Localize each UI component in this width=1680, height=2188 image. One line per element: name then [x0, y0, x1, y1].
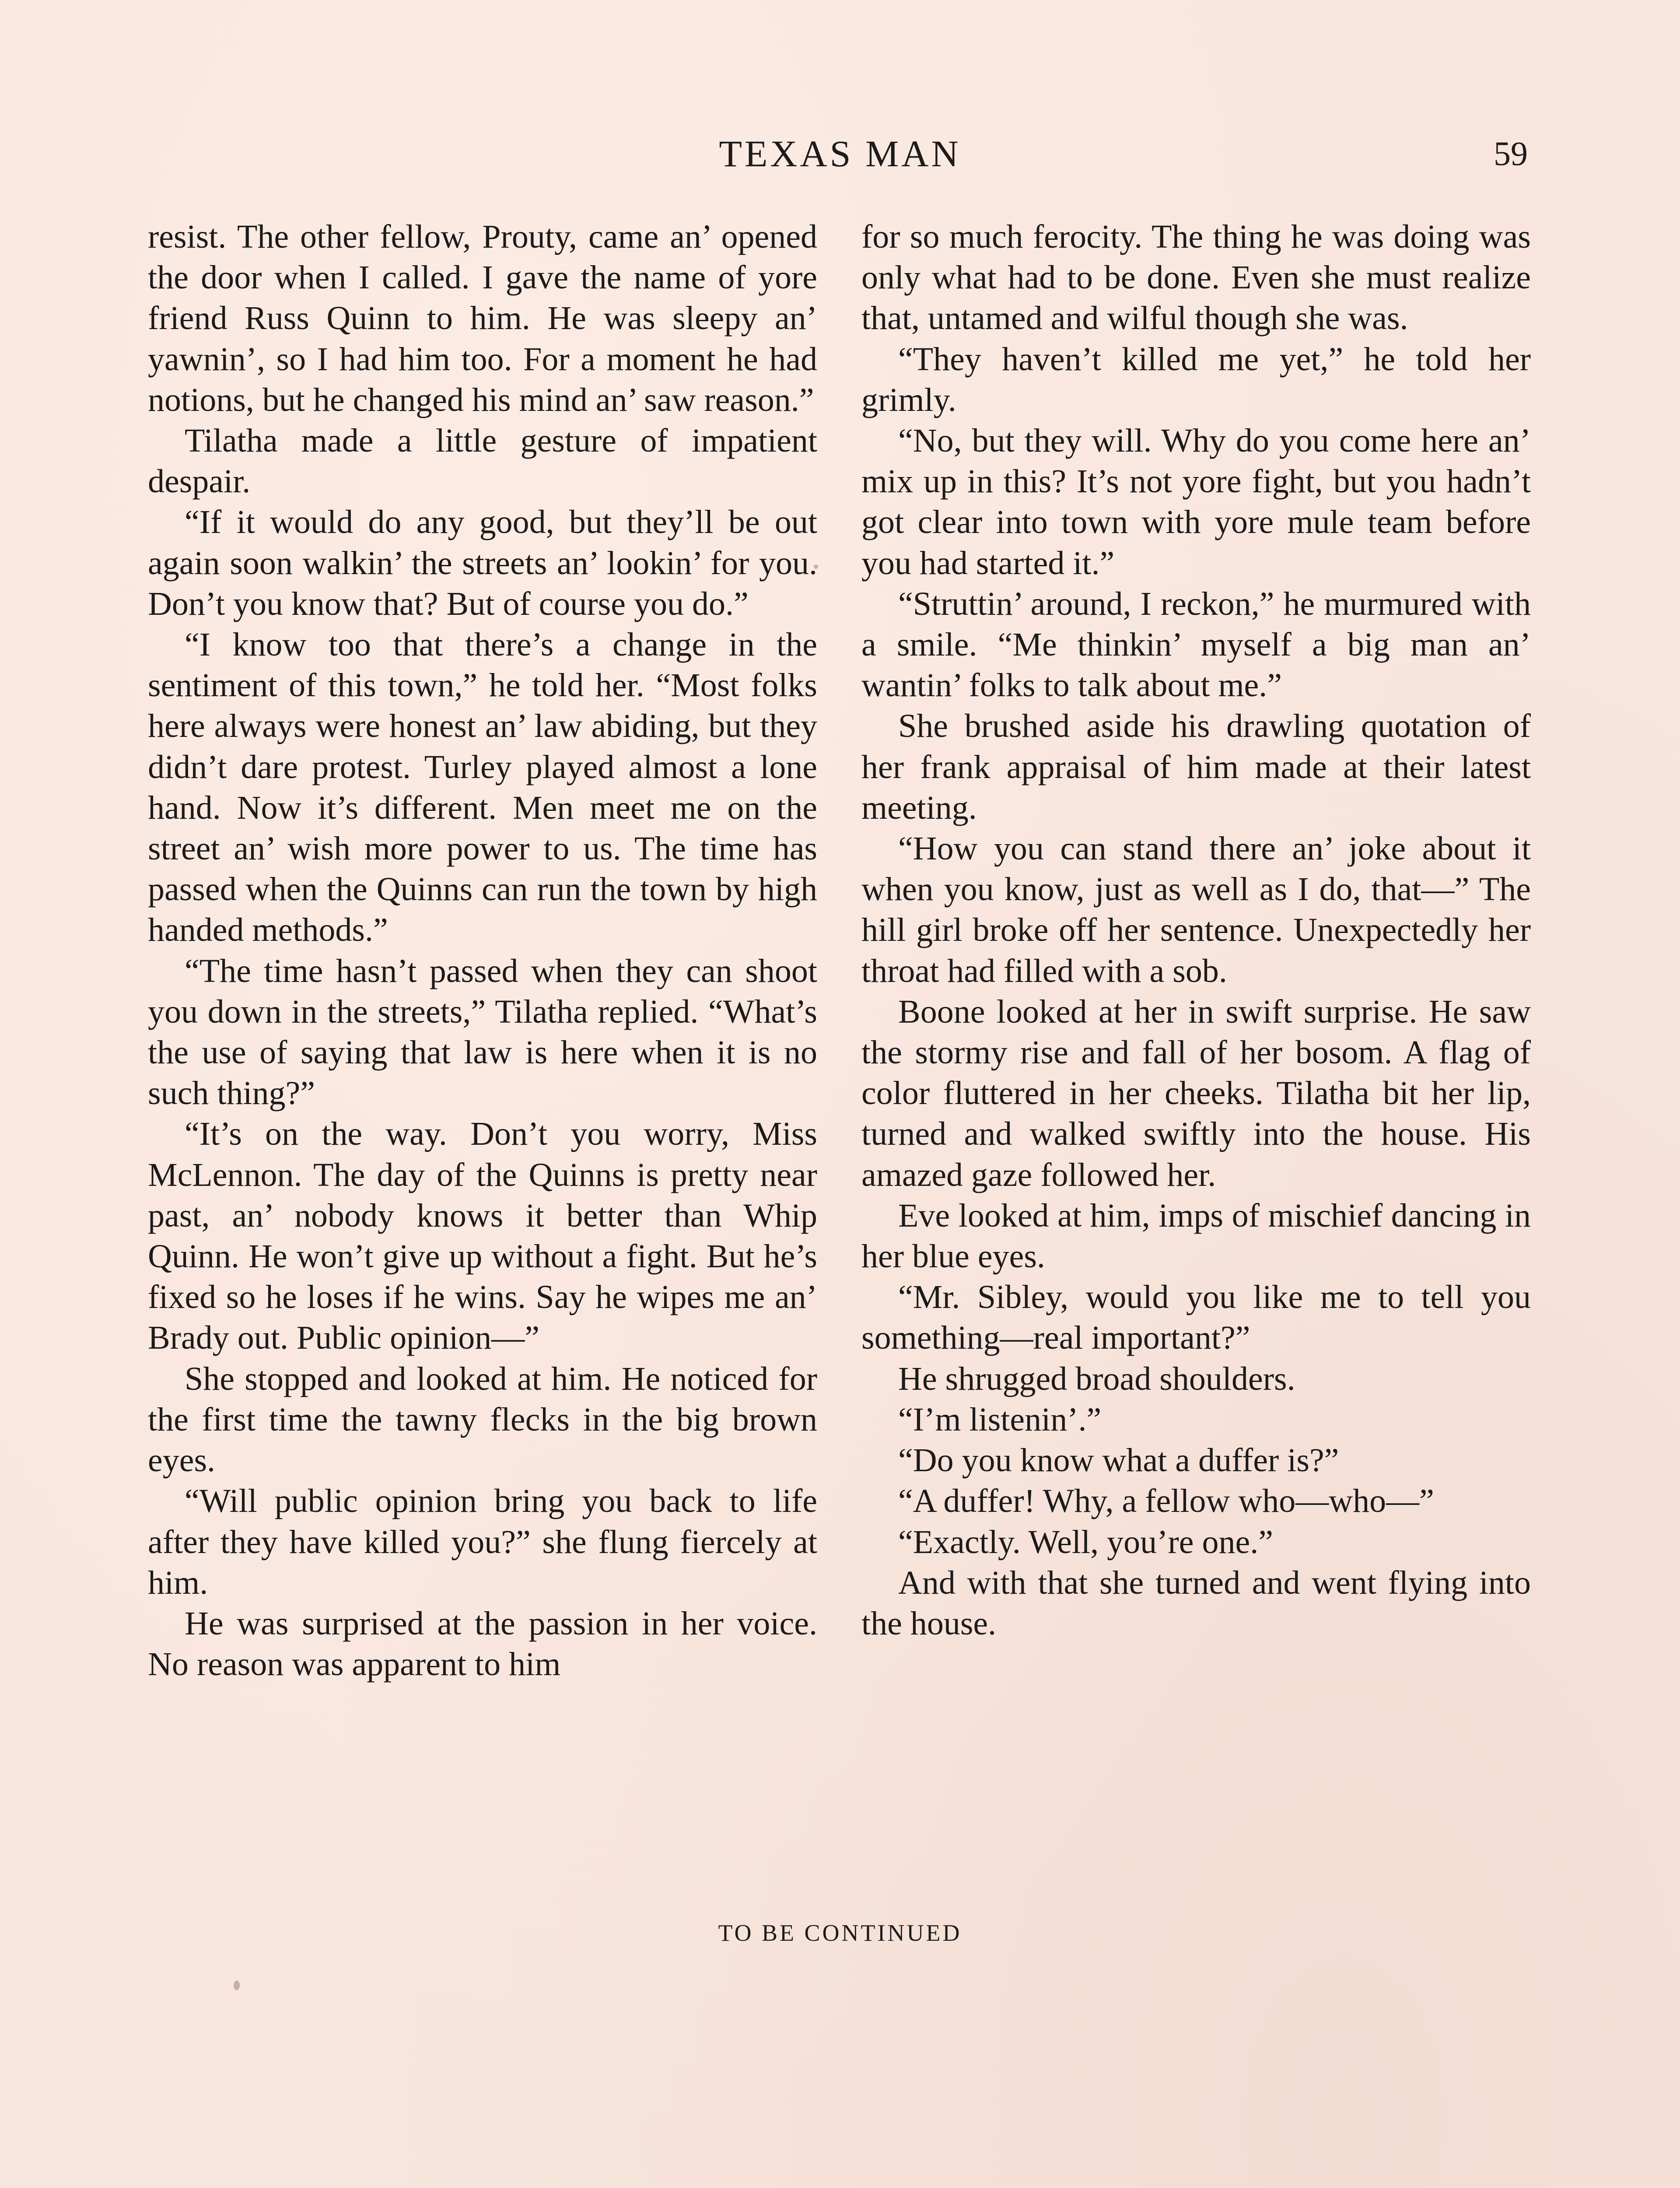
- paragraph: “How you can stand there an’ joke about it when you know, just as well as I do, that—” The hill girl broke off her sentence. Unexpectedly her throat had filled with a sob.: [861, 830, 1531, 989]
- paragraph: “They haven’t killed me yet,” he told her grimly.: [861, 340, 1531, 418]
- paragraph: He shrugged broad shoulders.: [898, 1360, 1295, 1397]
- paragraph: And with that she turned and went flying into the house.: [861, 1564, 1531, 1642]
- paragraph: “If it would do any good, but they’ll be out again soon walkin’ the streets an’ lookin’ for you. Don’t you know that? But of course you do.”: [148, 504, 817, 622]
- to-be-continued: TO BE CONTINUED: [718, 1920, 962, 1946]
- left-column: [148, 217, 817, 1685]
- paragraph: “Mr. Sibley, would you like me to tell you something—real important?”: [861, 1279, 1531, 1357]
- paragraph: “It’s on the way. Don’t you worry, Miss McLennon. The day of the Quinns is pretty near past, an’ nobody knows it better than Whip Quinn. He won’t give up without a fight. But he’s fixed so he loses if he wins. Say he wipes me an’ Brady out. Public opinion—”: [148, 1115, 817, 1357]
- paper-speck: [234, 1981, 240, 1990]
- paragraph: “Exactly. Well, you’re one.”: [898, 1523, 1273, 1560]
- paragraph: Eve looked at him, imps of mischief dancing in her blue eyes.: [861, 1197, 1531, 1275]
- right-column: [861, 217, 1531, 1644]
- paragraph: “No, but they will. Why do you come here an’ mix up in this? It’s not yore fight, but you hadn’t got clear into town with yore mule team before you had started it.”: [861, 422, 1531, 582]
- paragraph: “Do you know what a duffer is?”: [898, 1442, 1339, 1479]
- running-title: TEXAS MAN: [719, 133, 961, 175]
- paragraph: Tilatha made a little gesture of impatient despair.: [148, 422, 817, 500]
- paragraph: “Struttin’ around, I reckon,” he murmured with a smile. “Me thinkin’ myself a big man an’ wantin’ folks to talk about me.”: [861, 585, 1531, 704]
- paragraph: Boone looked at her in swift surprise. He saw the stormy rise and fall of her bosom. A flag of color fluttered in her cheeks. Tilatha bit her lip, turned and walked swiftly into the house. His amazed gaze followed her.: [861, 993, 1531, 1193]
- paragraph: “The time hasn’t passed when they can shoot you down in the streets,” Tilatha replied. “What’s the use of saying that law is here when it is no such thing?”: [148, 952, 817, 1112]
- paragraph: He was surprised at the passion in her voice. No reason was apparent to him: [148, 1605, 817, 1683]
- page-number: 59: [1494, 134, 1528, 172]
- running-head: [0, 130, 1680, 178]
- paragraph: “A duffer! Why, a fellow who—who—”: [898, 1483, 1434, 1520]
- paragraph: “I’m listenin’.”: [898, 1401, 1102, 1438]
- paragraph: “Will public opinion bring you back to life after they have killed you?” she flung fiercely at him.: [148, 1483, 817, 1601]
- paragraph: She brushed aside his drawling quotation of her frank appraisal of him made at their latest meeting.: [861, 708, 1531, 826]
- paragraph: “I know too that there’s a change in the sentiment of this town,” he told her. “Most folks here always were honest an’ law abiding, but they didn’t dare protest. Turley played almost a lone hand. Now it’s different. Men meet me on the street an’ wish more power to us. The time has passed when the Quinns can run the town by high handed methods.”: [148, 626, 817, 949]
- paper-speck: [814, 565, 818, 569]
- paragraph: resist. The other fellow, Prouty, came an’ opened the door when I called. I gave the name of yore friend Russ Quinn to him. He was sleepy an’ yawnin’, so I had him too. For a moment he had notions, but he changed his mind an’ saw reason.”: [148, 218, 817, 418]
- paragraph: She stopped and looked at him. He noticed for the first time the tawny flecks in the big brown eyes.: [148, 1360, 817, 1479]
- paragraph: for so much ferocity. The thing he was doing was only what had to be done. Even she must realize that, untamed and wilful though she was.: [861, 218, 1531, 337]
